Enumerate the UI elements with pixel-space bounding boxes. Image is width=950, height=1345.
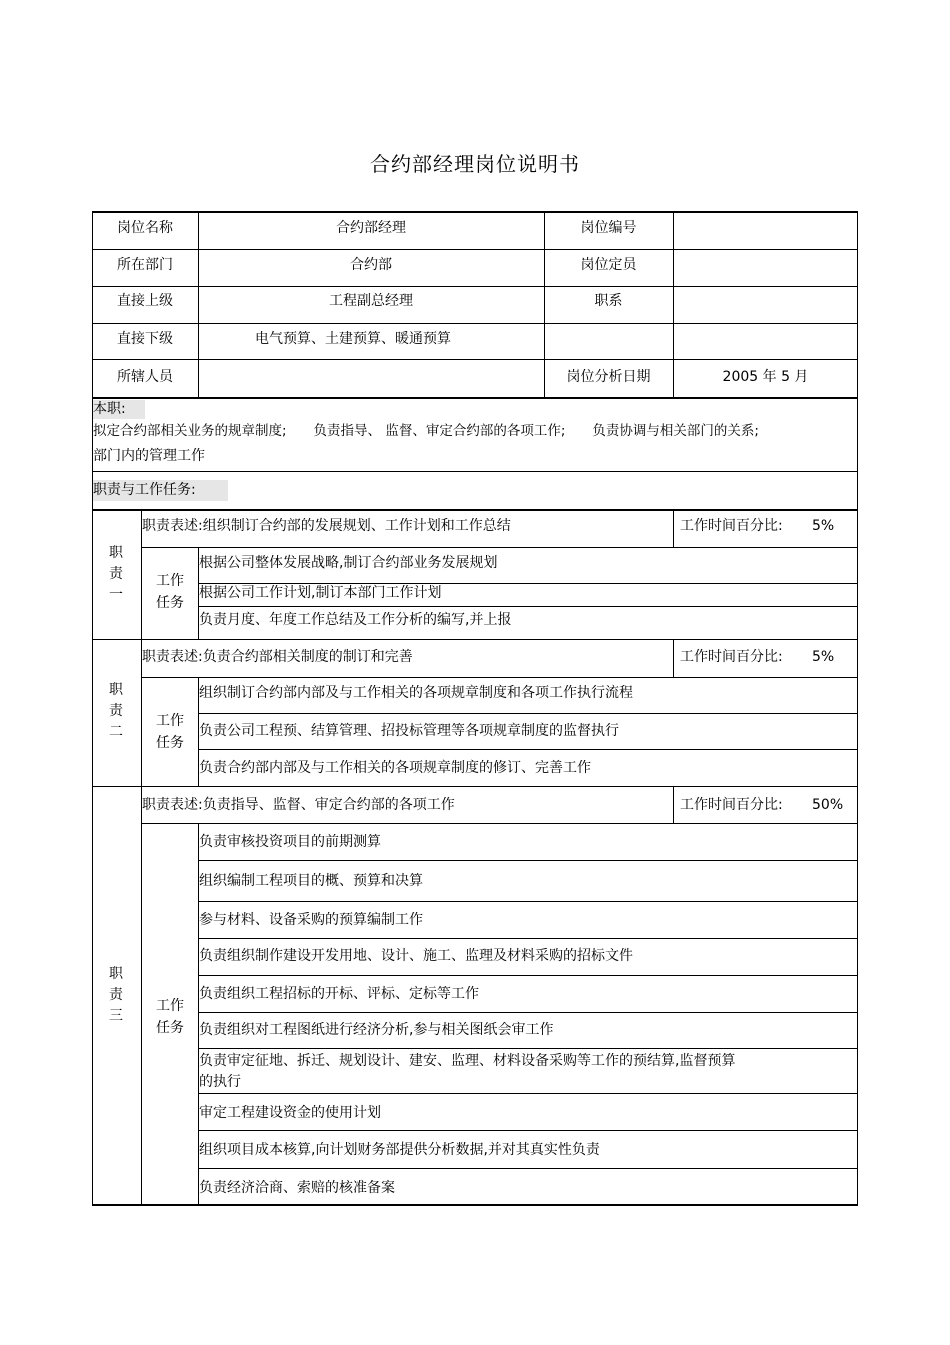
duty-2-time-label: 工作时间百分比:	[680, 649, 783, 665]
grid-line	[198, 901, 858, 902]
grid-line	[92, 323, 858, 324]
field-value-analysis-date: 2005 年 5 月	[722, 369, 809, 385]
grid-line	[198, 1012, 858, 1013]
grid-line	[92, 359, 858, 360]
duty-3-task: 审定工程建设资金的使用计划	[199, 1105, 381, 1121]
grid-line	[92, 249, 858, 250]
grid-line	[673, 787, 674, 823]
duty-1-task: 根据公司工作计划,制订本部门工作计划	[199, 585, 442, 601]
duty-2-task: 负责合约部内部及与工作相关的各项规章制度的修订、完善工作	[199, 760, 591, 776]
grid-line	[673, 510, 674, 547]
duty-1-statement: 职责表述:组织制订合约部的发展规划、工作计划和工作总结	[142, 518, 511, 534]
duty-1-task: 根据公司整体发展战略,制订合约部业务发展规划	[199, 555, 498, 571]
grid-line	[141, 677, 858, 678]
grid-line	[92, 639, 858, 640]
duty-2-task-label: 工作 任务	[156, 713, 184, 751]
field-value-department: 合约部	[350, 257, 392, 273]
core-duty-text-line-1: 拟定合约部相关业务的规章制度; 负责指导、 监督、审定合约部的各项工作; 负责协调与相关部门的关系;	[93, 423, 759, 439]
duty-3-name: 职 责 三	[109, 966, 123, 1024]
grid-line	[198, 860, 858, 861]
duty-3-task: 组织编制工程项目的概、预算和决算	[199, 873, 423, 889]
duty-3-time-label: 工作时间百分比:	[680, 797, 783, 813]
duty-2-statement: 职责表述:负责合约部相关制度的制订和完善	[142, 649, 413, 665]
grid-line	[92, 286, 858, 287]
duty-3-task-label: 工作 任务	[156, 998, 184, 1036]
page-title: 合约部经理岗位说明书	[370, 152, 580, 176]
duty-1-task-label: 工作 任务	[156, 573, 184, 611]
duty-1-task: 负责月度、年度工作总结及工作分析的编写,并上报	[199, 612, 512, 628]
grid-line	[198, 749, 858, 750]
grid-line	[673, 640, 674, 677]
duty-3-task: 负责审核投资项目的前期测算	[199, 834, 381, 850]
duty-3-task: 负责组织对工程图纸进行经济分析,参与相关图纸会审工作	[199, 1022, 554, 1038]
field-label-job-family: 职系	[594, 293, 623, 309]
grid-line	[198, 975, 858, 976]
duty-3-task: 负责组织制作建设开发用地、设计、施工、监理及材料采购的招标文件	[199, 948, 633, 964]
duty-1-time-value: 5%	[812, 518, 835, 534]
grid-line	[141, 823, 858, 824]
field-label-staff: 所辖人员	[117, 369, 173, 385]
duty-3-task: 负责组织工程招标的开标、评标、定标等工作	[199, 986, 479, 1002]
duty-3-task: 参与材料、设备采购的预算编制工作	[199, 912, 423, 928]
grid-line	[198, 606, 858, 607]
field-label-post-number: 岗位编号	[580, 220, 637, 236]
grid-line	[92, 471, 858, 472]
duty-3-task: 负责审定征地、拆迁、规划设计、建安、监理、材料设备采购等工作的预结算,监督预算	[199, 1053, 736, 1069]
duty-2-name: 职 责 二	[109, 682, 123, 740]
grid-line	[198, 938, 858, 939]
field-label-subordinates: 直接下级	[117, 331, 173, 347]
grid-line	[198, 1093, 858, 1094]
grid-line	[92, 397, 858, 399]
duty-3-task: 的执行	[199, 1074, 241, 1090]
grid-line	[198, 1130, 858, 1131]
field-value-supervisor: 工程副总经理	[329, 293, 413, 309]
core-duty-label: 本职:	[93, 401, 126, 417]
duty-3-statement: 职责表述:负责指导、监督、审定合约部的各项工作	[142, 797, 455, 813]
duty-3-task: 负责经济洽商、索赔的核准备案	[199, 1180, 395, 1196]
duty-1-name: 职 责 一	[109, 545, 123, 603]
field-label-analysis-date: 岗位分析日期	[566, 369, 651, 385]
duty-1-time-label: 工作时间百分比:	[680, 518, 783, 534]
field-value-post-name: 合约部经理	[336, 220, 406, 236]
duty-3-task: 组织项目成本核算,向计划财务部提供分析数据,并对其真实性负责	[199, 1142, 600, 1158]
duty-2-task: 组织制订合约部内部及与工作相关的各项规章制度和各项工作执行流程	[199, 685, 633, 701]
grid-line	[141, 547, 858, 548]
core-duty-text-line-2: 部门内的管理工作	[93, 448, 205, 464]
grid-line	[198, 713, 858, 714]
grid-line	[198, 1048, 858, 1049]
field-label-department: 所在部门	[117, 257, 173, 273]
field-label-supervisor: 直接上级	[117, 293, 173, 309]
grid-line	[198, 1168, 858, 1169]
duty-3-time-value: 50%	[812, 797, 844, 813]
duty-2-time-value: 5%	[812, 649, 835, 665]
duty-2-task: 负责公司工程预、结算管理、招投标管理等各项规章制度的监督执行	[199, 723, 619, 739]
grid-line	[92, 786, 858, 787]
field-label-post-name: 岗位名称	[117, 220, 173, 236]
grid-line	[141, 510, 142, 1206]
grid-line	[92, 509, 858, 511]
field-value-subordinates: 电气预算、土建预算、暖通预算	[255, 331, 451, 347]
duties-heading: 职责与工作任务:	[93, 482, 196, 498]
field-label-headcount: 岗位定员	[580, 257, 637, 273]
